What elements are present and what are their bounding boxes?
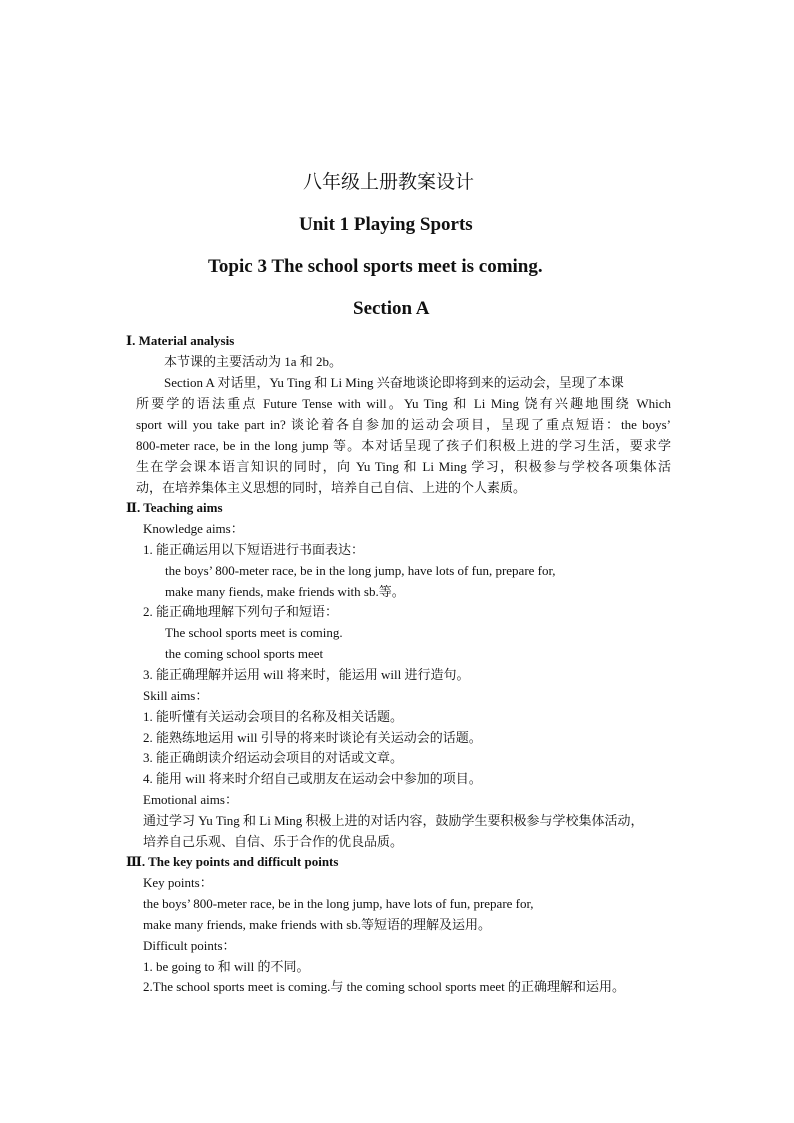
knowledge-aims-label: Knowledge aims： [143, 521, 244, 536]
material-line-4: 800-meter race, be in the long jump 等。本对话呈现了孩子们积极上进的学习生活，要求学 [136, 438, 671, 453]
teaching-aims-heading: Ⅱ. Teaching aims [126, 500, 223, 515]
knowledge-aim-2: 2. 能正确地理解下列句子和短语： [143, 604, 339, 619]
material-line-2: 所要学的语法重点 Future Tense with will。Yu Ting 和 Li Ming 饶有兴趣地围绕 Which [136, 396, 671, 411]
material-line-3: sport will you take part in? 谈论着各自参加的运动会项目，呈现了重点短语：the boys’ [136, 417, 671, 432]
topic-title: Topic 3 The school sports meet is coming. [208, 256, 543, 277]
knowledge-aim-2-line-2: the coming school sports meet [165, 646, 324, 661]
knowledge-aim-2-line-1: The school sports meet is coming. [165, 625, 343, 640]
emotional-aim-line-1: 通过学习 Yu Ting 和 Li Ming 积极上进的对话内容，鼓励学生要积极参与学校集体活动， [143, 813, 644, 828]
section-title: Section A [353, 298, 430, 319]
skill-aim-1: 1. 能听懂有关运动会项目的名称及相关话题。 [143, 709, 404, 724]
material-analysis-heading: Ⅰ. Material analysis [126, 333, 235, 348]
page-title-cn: 八年级上册教案设计 [303, 172, 475, 193]
knowledge-aim-1-line-1: the boys’ 800-meter race, be in the long jump, have lots of fun, prepare for, [165, 563, 556, 578]
knowledge-aim-3: 3. 能正确理解并运用 will 将来时，能运用 will 进行造句。 [143, 667, 470, 682]
knowledge-aim-1: 1. 能正确运用以下短语进行书面表达： [143, 542, 365, 557]
key-points-label: Key points： [143, 875, 213, 890]
difficult-point-1: 1. be going to 和 will 的不同。 [143, 959, 310, 974]
skill-aim-2: 2. 能熟练地运用 will 引导的将来时谈论有关运动会的话题。 [143, 730, 482, 745]
key-points-line-1: the boys’ 800-meter race, be in the long jump, have lots of fun, prepare for, [143, 896, 534, 911]
material-paragraph-1: 本节课的主要活动为 1a 和 2b。 [164, 354, 343, 369]
skill-aim-3: 3. 能正确朗读介绍运动会项目的对话或文章。 [143, 750, 404, 765]
knowledge-aim-1-line-2: make many fiends, make friends with sb.等。 [165, 584, 405, 599]
key-points-heading: Ⅲ. The key points and difficult points [126, 854, 339, 869]
difficult-point-2: 2.The school sports meet is coming.与 the coming school sports meet 的正确理解和运用。 [143, 979, 626, 994]
material-line-6: 动，在培养集体主义思想的同时，培养自己自信、上进的个人素质。 [136, 480, 527, 495]
skill-aim-4: 4. 能用 will 将来时介绍自己或朋友在运动会中参加的项目。 [143, 771, 482, 786]
skill-aims-label: Skill aims： [143, 688, 209, 703]
material-line-1: Section A 对话里，Yu Ting 和 Li Ming 兴奋地谈论即将到来的运动会，呈现了本课 [164, 375, 624, 390]
difficult-points-label: Difficult points： [143, 938, 236, 953]
unit-title: Unit 1 Playing Sports [299, 214, 473, 235]
emotional-aim-line-2: 培养自己乐观、自信、乐于合作的优良品质。 [143, 834, 404, 849]
emotional-aims-label: Emotional aims： [143, 792, 238, 807]
material-line-5: 生在学会课本语言知识的同时，向 Yu Ting 和 Li Ming 学习，积极参与学校各项集体活 [136, 459, 671, 474]
key-points-line-2: make many friends, make friends with sb.等短语的理解及运用。 [143, 917, 492, 932]
